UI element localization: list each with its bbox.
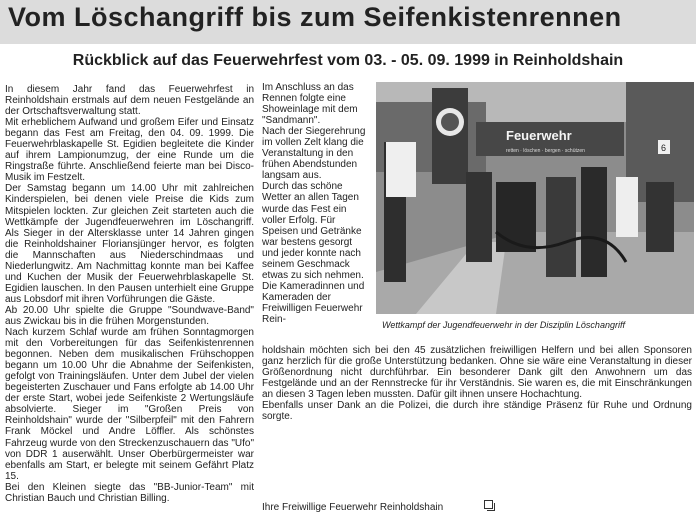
paragraph: Die Kameradinnen und Kameraden der Freiwilligen Feuerwehr Rein- (262, 280, 365, 325)
text-column-left (5, 84, 254, 504)
paragraph: Im Anschluss an das Rennen folgte eine Showeinlage mit dem "Sandmann". (262, 82, 358, 127)
article-subtitle: Rückblick auf das Feuerwehrfest vom 03. - 05. 09. 1999 in Reinholdshain (72, 52, 624, 69)
photo-illustration (376, 82, 694, 314)
paragraph: Bei den Kleinen siegte das "BB-Junior-Team" mit Christian Bauch und Christian Billing. (5, 481, 254, 504)
paragraph: Durch das schöne Wetter an allen Tagen wurde das Fest ein voller Erfolg. Für Speisen und Getränke war bestens gesorgt und jeder konnte nach seinem Geschmack etwas zu sich nehmen. (262, 181, 364, 281)
paragraph: In diesem Jahr fand das Feuerwehrfest in Reinholdshain erstmals auf dem neuen Festgelände an der Ortschaftsverwaltung statt. (5, 84, 254, 118)
photo-caption: Wettkampf der Jugendfeuerwehr in der Disziplin Löschangriff (382, 320, 625, 330)
title-bar (0, 0, 696, 44)
text-column-middle (262, 82, 368, 325)
signature: Ihre Freiwillige Feuerwehr Reinholdshain (262, 502, 444, 513)
banner-subtext: retten · löschen · bergen · schützen (506, 148, 585, 154)
paragraph: Der Samstag begann um 14.00 Uhr mit zahlreichen Kinderspielen, bei denen viele Preise die Kids zum Mitspielen lockten. Zur gleichen Zeit starteten auch die Wettkämpfe der Jugendfeuerwehren im Löschangriff. Als Sieger in der Altersklasse unter 14 Jahren gingen die Reinholdshainer Floriansjünger hervor, es folgten die Mannschaften aus Niederschindmaas und Niederlungwitz. Am Nachmittag konnte man bei Kaffee und Kuchen der Musik der Feuerwehrblaskapelle St. Egidien lauschen. In den Pausen unterhielt eine Gruppe aus Lobsdorf mit ihren Vorführungen die Gäste. (5, 183, 254, 305)
paragraph: Ebenfalls unser Dank an die Polizei, die durch ihre ständige Präsenz für Ruhe und Ordnung sorgte. (262, 400, 692, 423)
paragraph: Ab 20.00 Uhr spielte die Gruppe "Soundwave-Band" aus Zwickau bis in die frühen Morgenstunden. (5, 304, 254, 327)
paragraph: holdshain möchten sich bei den 45 zusätzlichen freiwilligen Helfern und bei allen Sponsoren ganz herzlich für die große Unterstützung bedanken. Ohne sie wäre eine Veranstaltung in dieser Größenordnung nicht durchführbar. Ein besonderer Dank gilt den Anwohnern um das Festgelände und an der Rennstrecke für ihr Verständnis. Sie waren es, die mit Einschränkungen an diesen 3 Tagen leben mussten. Dafür gilt ihnen unsere Hochachtung. (262, 345, 692, 401)
competition-photo (376, 82, 694, 314)
banner-text: Feuerwehr (506, 128, 572, 143)
paragraph: Nach der Siegerehrung im vollen Zelt klang die Veranstaltung in den frühen Abendstunden langsam aus. (262, 126, 366, 182)
sign-number: 6 (661, 143, 667, 153)
paragraph: Mit erheblichem Aufwand und großem Eifer und Einsatz begann das Fest am Freitag, den 04. 09. 1999. Die Feuerwehrblaskapelle St. Egidien begleitete die Kinder auf ihrem Lampionumzug, der eine Runde um die Ringstraße führte. Anschließend feierte man bei Disco-Musik im Festzelt. (5, 117, 254, 184)
paragraph: Nach kurzem Schlaf wurde am frühen Sonntagmorgen mit den Vorbereitungen für das Seifenkistenrennen begonnen. Neben dem musikalischen Frühschoppen begann um 10.00 Uhr die Abnahme der Seifenkisten, gefolgt von Trainingsläufen. Unter dem Jubel der vielen begeisterten Zuschauer und Fans erfolgte ab 14.00 Uhr der erste Start, wobei jede Seifenkiste 2 Wertungsläufe absolvierte. Sieger im "Großen Preis von Reinholdshain" wurde der "Silberpfeil" mit den Fahrern Frank Möckel und Andre Löffler. Als schönstes Fahrzeug wurde von den Streckenzuschauern das "Ufo" von DDR 1 auserwählt. Unser Oberbürgermeister war ebenfalls am Start, er belegte mit seinem Gefährt Platz 15. (5, 327, 254, 482)
article-title: Vom Löschangriff bis zum Seifenkistenrennen (8, 2, 622, 32)
end-mark-icon (484, 500, 493, 509)
text-column-bottom (262, 345, 692, 422)
